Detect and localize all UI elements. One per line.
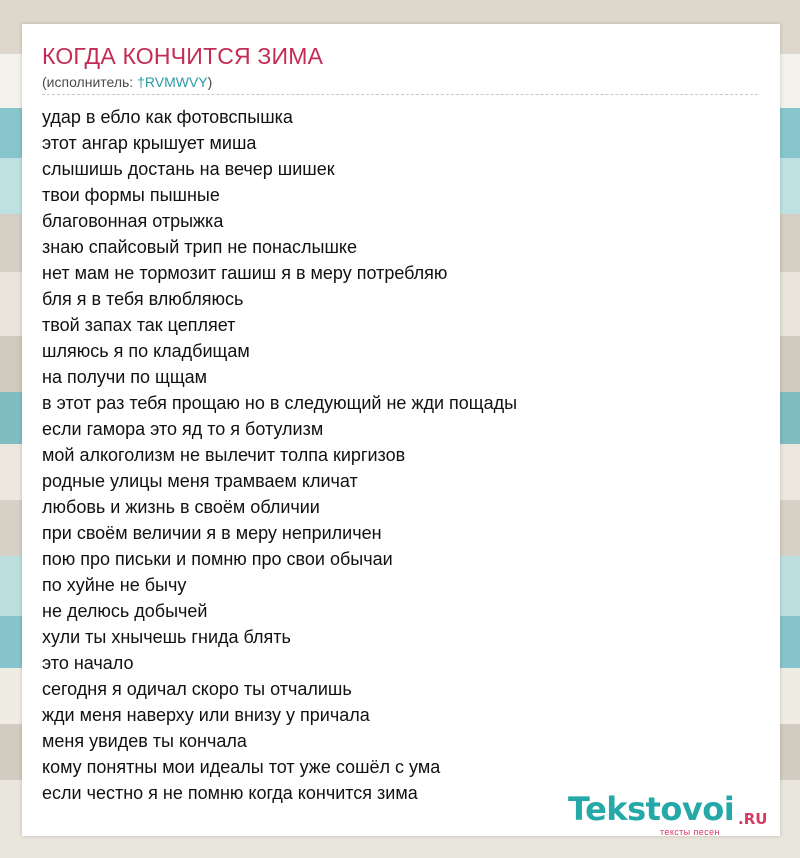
dashed-divider: [42, 94, 758, 95]
lyric-line: пою про письки и помню про свои обычаи: [42, 549, 393, 569]
lyric-line: родные улицы меня трамваем кличат: [42, 471, 358, 491]
lyrics-text: [42, 104, 517, 806]
lyric-line: по хуйне не бычу: [42, 575, 187, 595]
artist-prefix: (исполнитель:: [42, 74, 138, 90]
lyric-line: бля я в тебя влюбляюсь: [42, 289, 244, 309]
logo-tld-text: .RU: [738, 810, 768, 828]
lyric-line: удар в ебло как фотовспышка: [42, 107, 293, 127]
lyric-line: если честно я не помню когда кончится зима: [42, 783, 418, 803]
lyric-line: шляюсь я по кладбищам: [42, 341, 250, 361]
song-title: КОГДА КОНЧИТСЯ ЗИМА: [42, 43, 324, 69]
artist-suffix: ): [207, 74, 213, 90]
lyric-line: меня увидев ты кончала: [42, 731, 247, 751]
logo-main-text: Tekstovoi: [568, 790, 735, 828]
lyric-line: твои формы пышные: [42, 185, 220, 205]
lyric-line: жди меня наверху или внизу у причала: [42, 705, 370, 725]
lyric-line: если гамора это яд то я ботулизм: [42, 419, 324, 439]
lyric-line: не делюсь добычей: [42, 601, 208, 621]
artist-line: [42, 74, 212, 90]
lyric-line: этот ангар крышует миша: [42, 133, 257, 153]
lyric-line: твой запах так цепляет: [42, 315, 236, 335]
lyric-line: любовь и жизнь в своём обличии: [42, 497, 320, 517]
lyric-line: знаю спайсовый трип не понаслышке: [42, 237, 357, 257]
lyric-line: слышишь достань на вечер шишек: [42, 159, 335, 179]
lyric-line: благовонная отрыжка: [42, 211, 224, 231]
artist-link[interactable]: †RVMWVY: [137, 74, 208, 90]
site-logo[interactable]: [568, 790, 778, 836]
lyric-line: в этот раз тебя прощаю но в следующий не жди пощады: [42, 393, 518, 413]
logo-subtitle: тексты песен: [660, 827, 720, 837]
lyric-line: на получи по щщам: [42, 367, 208, 387]
lyric-line: сегодня я одичал скоро ты отчалишь: [42, 679, 352, 699]
lyric-line: хули ты хнычешь гнида блять: [42, 627, 291, 647]
lyric-line: нет мам не тормозит гашиш я в меру потребляю: [42, 263, 448, 283]
lyric-line: при своём величии я в меру неприличен: [42, 523, 382, 543]
lyric-line: мой алкоголизм не вылечит толпа киргизов: [42, 445, 406, 465]
lyric-line: это начало: [42, 653, 134, 673]
lyric-line: кому понятны мои идеалы тот уже сошёл с ума: [42, 757, 441, 777]
lyrics-card: [22, 24, 780, 836]
